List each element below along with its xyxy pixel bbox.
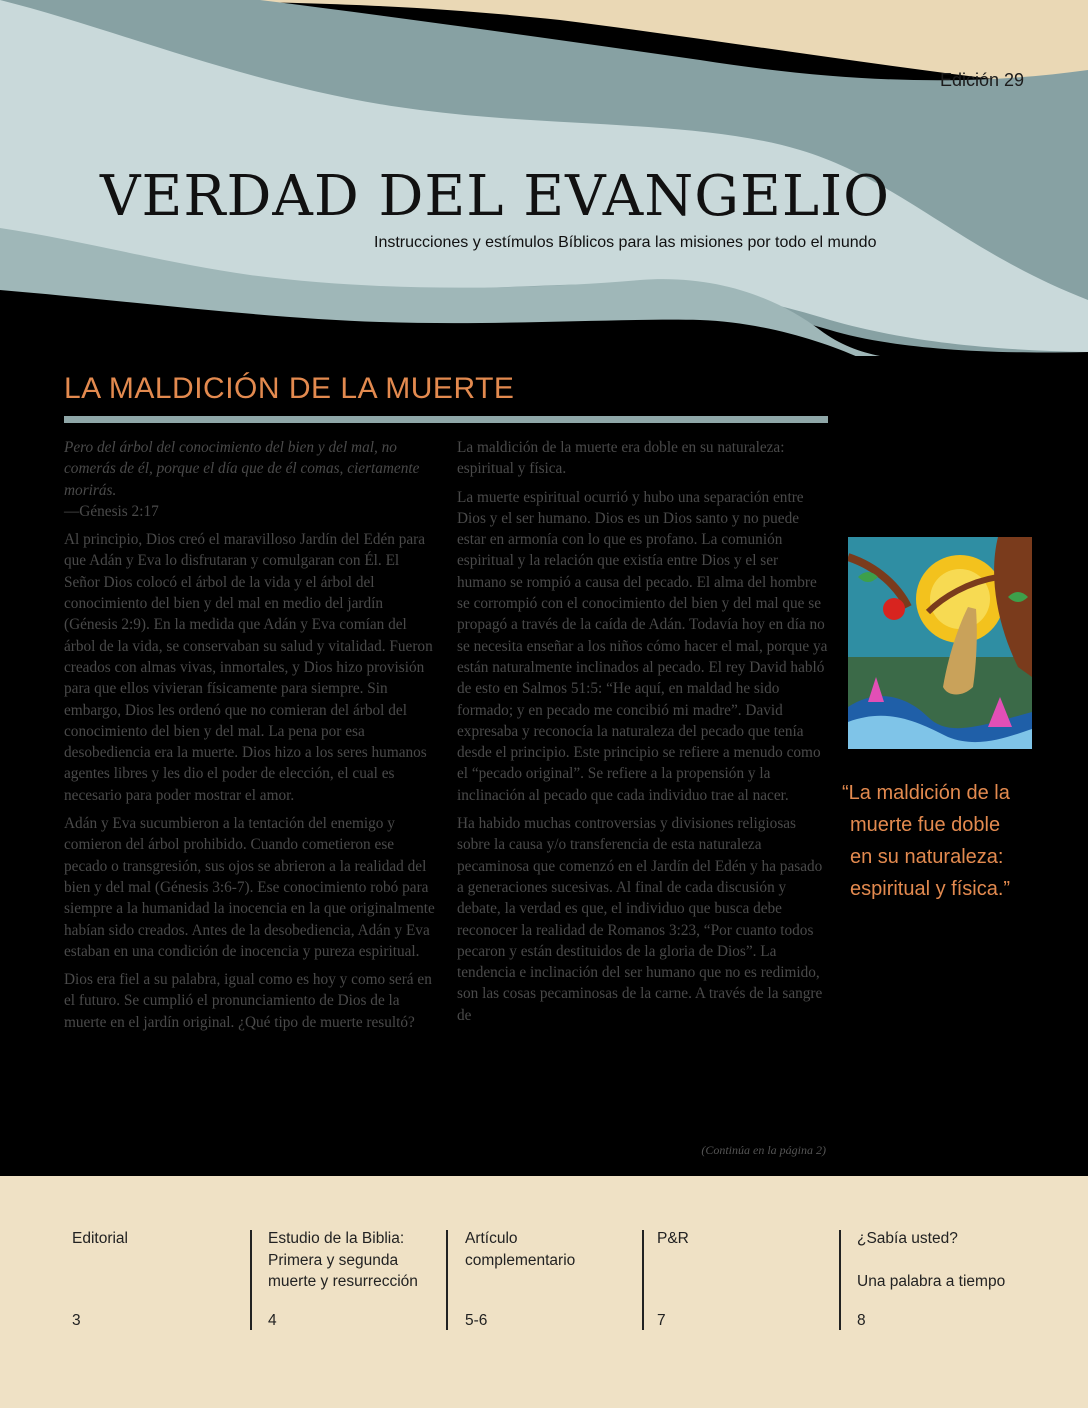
continued-note: (Continúa en la página 2) — [701, 1143, 826, 1157]
toc-label: Estudio de la Biblia: — [268, 1230, 405, 1247]
toc-label: Una palabra a tiempo — [857, 1273, 1006, 1290]
toc-divider — [839, 1230, 841, 1330]
article-column-1 — [64, 437, 436, 1040]
paragraph: La muerte espiritual ocurrió y hubo una separación entre Dios y el ser humano. Dios es un Dios santo y no puede estar en armonía con lo que es profano. La comunión espiritual y la relación que existía entre Dios y el ser humano se rompió a causa del pecado. El alma del hombre se corrompió con el conocimiento del bien y del mal que se propagó a través de la caída de Adán. Todavía hoy en día no se necesita enseñar a los niños cómo hacer el mal, porque ya están naturalmente inclinados al pecado. El rey David habló de esto en Salmos 51:5: “He aquí, en maldad he sido formado; y en pecado me concibió mi madre”. David expresaba y reconocía la naturaleza del pecado que tenía desde el principio. Este principio se refiere a menudo como el “pecado original”. Se refiere a la propensión y la inclinación al pecado que cada individuo trae al nacer. — [457, 488, 828, 804]
toc-entry-qa[interactable] — [657, 1228, 689, 1250]
header-banner — [0, 0, 1088, 360]
article-column-2 — [457, 437, 829, 1033]
toc-entry-article[interactable] — [465, 1228, 575, 1271]
toc-divider — [446, 1230, 448, 1330]
toc-entry-bible-study[interactable] — [268, 1228, 418, 1293]
paragraph: Ha habido muchas controversias y divisiones religiosas sobre la causa y/o transferencia de esta naturaleza pecaminosa que comenzó en el Jardín del Edén y ha pasado a generaciones sucesivas. Al final de cada discusión y debate, la verdad es que, el individuo que busca debe reconocer la realidad de Romanos 3:23, “Por cuanto todos pecaron y están destituidos de la gloria de Dios”. La tendencia e inclinación del ser humano que no es redimido, son las cosas pecaminosas de la carne. A través de la sangre de — [457, 815, 823, 1024]
paragraph: Al principio, Dios creó el maravilloso Jardín del Edén para que Adán y Eva lo disfrutaran y comulgaran con Él. El Señor Dios colocó el árbol de la vida y el árbol del conocimiento del bien y del mal en medio del jardín (Génesis 2:9). En la medida que Adán y Eva comían del árbol de la vida, se conservaban su salud y vitalidad. Fueron creados con almas vivas, inmortales, y Dios hizo provisión para que ellos vivieran físicamente para siempre. Sin embargo, Dios les ordenó que no comieran del árbol del conocimiento del bien y del mal. La pena por esa desobediencia era la muerte. Dios hizo a los seres humanos agentes libres y les dio el poder de elección, el cual es necesario para poder mostrar el amor. — [64, 531, 433, 804]
toc-divider — [250, 1230, 252, 1330]
toc-entry-editorial[interactable] — [72, 1228, 128, 1250]
pull-quote-line: espiritual y física.” — [850, 878, 1011, 900]
epigraph-source: —Génesis 2:17 — [64, 502, 159, 520]
toc-label: P&R — [657, 1230, 689, 1247]
toc-label: Artículo — [465, 1230, 518, 1247]
toc-label — [857, 1250, 1005, 1272]
paragraph: Adán y Eva sucumbieron a la tentación del enemigo y comieron del árbol prohibido. Cuando cometieron ese pecado o transgresión, sus ojos se abrieron a la realidad del bien y del mal (Génesis 3:6-7). Ese conocimiento robó para siempre a la humanidad la inocencia en la que originalmente habían sido creados. Antes de la desobediencia, Adán y Eva estaban en una condición de inocencia y pureza espiritual. — [64, 815, 435, 960]
toc-divider — [642, 1230, 644, 1330]
edition-number: Edición 29 — [939, 70, 1024, 90]
pull-quote — [842, 777, 1052, 905]
pull-quote-line: muerte fue doble — [850, 814, 1001, 836]
pull-quote-line: “La maldición de la — [842, 782, 1010, 804]
article-title: LA MALDICIÓN DE LA MUERTE — [64, 372, 515, 405]
toc-page-number: 3 — [72, 1312, 81, 1329]
masthead-tagline: Instrucciones y estímulos Bíblicos para las misiones por todo el mundo — [374, 234, 877, 251]
paragraph: La maldición de la muerte era doble en su naturaleza: espiritual y física. — [457, 439, 785, 478]
toc-page-number: 5-6 — [465, 1312, 488, 1329]
toc-page-number: 4 — [268, 1312, 277, 1329]
garden-illustration — [848, 537, 1032, 749]
paragraph: Dios era fiel a su palabra, igual como es hoy y como será en el futuro. Se cumplió el pronunciamiento de Dios de la muerte en el jardín original. ¿Qué tipo de muerte resultó? — [64, 971, 432, 1031]
toc-label: Editorial — [72, 1230, 128, 1247]
pull-quote-line: en su naturaleza: — [850, 846, 1004, 868]
title-divider — [64, 416, 828, 423]
toc-label: complementario — [465, 1251, 576, 1269]
table-of-contents — [0, 1176, 1088, 1408]
toc-page-number: 7 — [657, 1312, 666, 1329]
toc-page-number: 8 — [857, 1312, 866, 1329]
masthead-title: VERDAD DEL EVANGELIO — [100, 164, 891, 229]
toc-entry-did-you-know[interactable] — [857, 1228, 1005, 1293]
epigraph-quote: Pero del árbol del conocimiento del bien y del mal, no comerás de él, porque el día que de él comas, ciertamente morirás. — [64, 439, 420, 499]
toc-label: Primera y segunda — [268, 1251, 399, 1269]
toc-label: muerte y resurrección — [268, 1273, 418, 1290]
toc-label: ¿Sabía usted? — [857, 1230, 958, 1247]
